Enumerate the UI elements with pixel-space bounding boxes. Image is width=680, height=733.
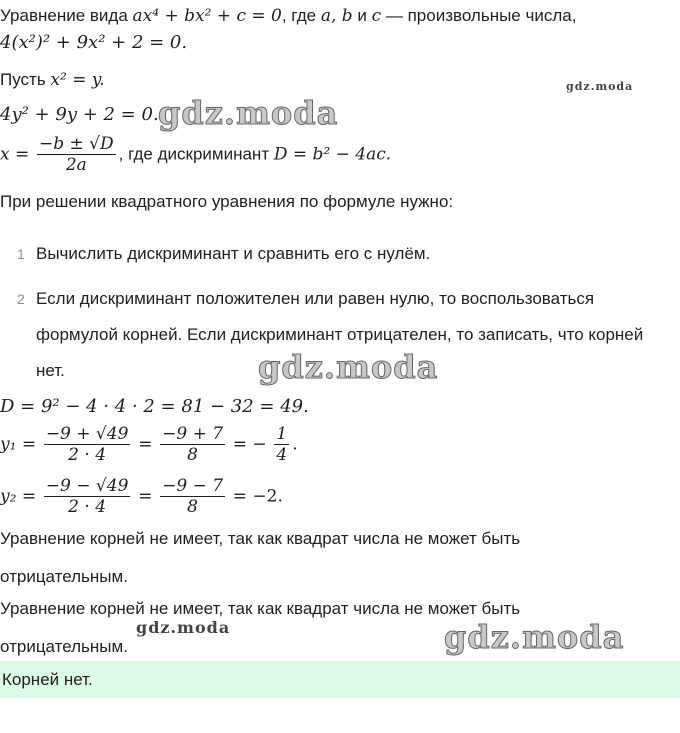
equation-substituted: 4y² + 9y + 2 = 0. [0,104,159,125]
conclusion-text-2: Уравнение корней не имеет, так как квадрат числа не может быть отрицательным. [0,599,521,656]
substitution-line: Пусть x² = y. [0,70,105,90]
answer-box [0,661,680,698]
method-intro: При решении квадратного уравнения по формуле нужно: [0,192,454,211]
general-formula: ax⁴ + bx² + c = 0 [132,6,282,26]
watermark-logo: gdz.moda [158,94,339,132]
answer-text: Корней нет. [2,670,93,689]
discriminant-calc: D = 9² − 4 · 4 · 2 = 81 − 32 = 49. [0,396,309,417]
equation-original: 4(x²)² + 9x² + 2 = 0. [0,32,188,53]
watermark-logo: gdz.moda [566,80,634,93]
watermark-logo: gdz.moda [136,618,231,637]
watermark-logo: gdz.moda [444,618,625,656]
root-y2: y₂ = $\frac{-9 - √49}{2 \cdot 4}$ = $\frac{-9 - 7}{8}$ = −2. [0,476,283,517]
quadratic-formula-line: x = $\frac{-b \pm √D}{2a}$ , где дискриминант D = b² − 4ac. [0,134,392,175]
root-y1: y₁ = $\frac{-9 + √49}{2 \cdot 4}$ = $\frac{-9 + 7}{8}$ = − $\frac{1}{4}$ . [0,424,298,465]
intro-line: Уравнение вида ax⁴ + bx² + c = 0, где a, b и c — произвольные числа, [0,6,577,26]
watermark-logo: gdz.moda [258,348,439,386]
discriminant-formula: D = b² − 4ac. [273,144,392,165]
conclusion-text-1: Уравнение корней не имеет, так как квадрат числа не может быть отрицательным. [0,529,521,586]
quadratic-formula-fraction: $\frac{-b \pm √D}{2a}$ [38,134,114,175]
